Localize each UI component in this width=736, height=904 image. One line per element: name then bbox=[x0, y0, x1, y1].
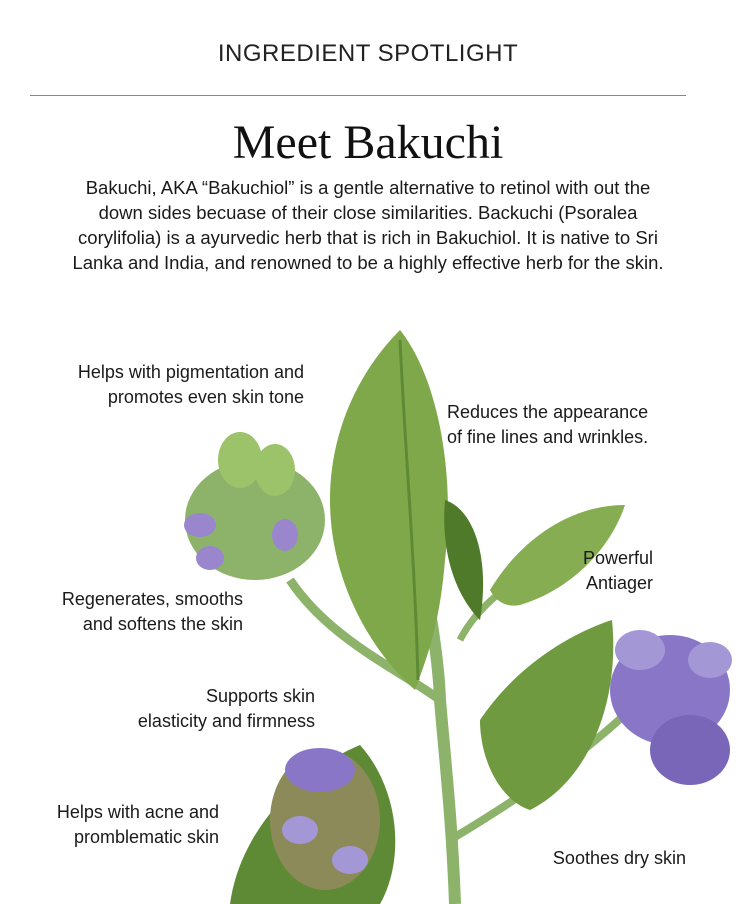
benefit-line: of fine lines and wrinkles. bbox=[447, 427, 649, 447]
benefit-regenerates bbox=[20, 587, 243, 637]
lower-right-leaf bbox=[480, 620, 613, 810]
intro-line: Lanka and India, and renowned to be a highly effective herb for the skin. bbox=[72, 252, 664, 273]
intro-line: Bakuchi, AKA “Bakuchiol” is a gentle alternative to retinol with out the bbox=[85, 177, 651, 198]
benefit-elasticity bbox=[100, 684, 315, 734]
benefit-line: Supports skin bbox=[205, 686, 315, 706]
benefit-line: Helps with pigmentation and bbox=[77, 362, 304, 382]
benefit-line: and softens the skin bbox=[82, 614, 243, 634]
benefit-line: promotes even skin tone bbox=[107, 387, 304, 407]
benefit-dry-skin bbox=[500, 846, 686, 871]
benefit-line: Powerful bbox=[582, 548, 653, 568]
benefit-line: Soothes dry skin bbox=[552, 848, 686, 868]
flower-cluster-right bbox=[610, 630, 732, 785]
inner-leaf bbox=[444, 500, 483, 620]
benefit-line: Antiager bbox=[585, 573, 653, 593]
benefit-fine-lines bbox=[447, 400, 727, 450]
benefit-line: elasticity and firmness bbox=[137, 711, 315, 731]
benefit-pigmentation bbox=[20, 360, 304, 410]
intro-line: down sides becuase of their close similarities. Backuchi (Psoralea bbox=[98, 202, 638, 223]
section-kicker: INGREDIENT SPOTLIGHT bbox=[217, 40, 519, 67]
page-title: Meet Bakuchi bbox=[232, 116, 504, 169]
benefit-line: Regenerates, smooths bbox=[61, 589, 243, 609]
flower-bud-cluster bbox=[184, 432, 325, 580]
benefit-line: promblematic skin bbox=[73, 827, 219, 847]
benefit-antiager bbox=[520, 546, 653, 596]
benefit-line: Reduces the appearance bbox=[447, 402, 649, 422]
intro-line: corylifolia) is a ayurvedic herb that is rich in Bakuchiol. It is native to Sri bbox=[78, 227, 658, 248]
benefit-line: Helps with acne and bbox=[56, 802, 219, 822]
benefit-acne bbox=[20, 800, 219, 850]
